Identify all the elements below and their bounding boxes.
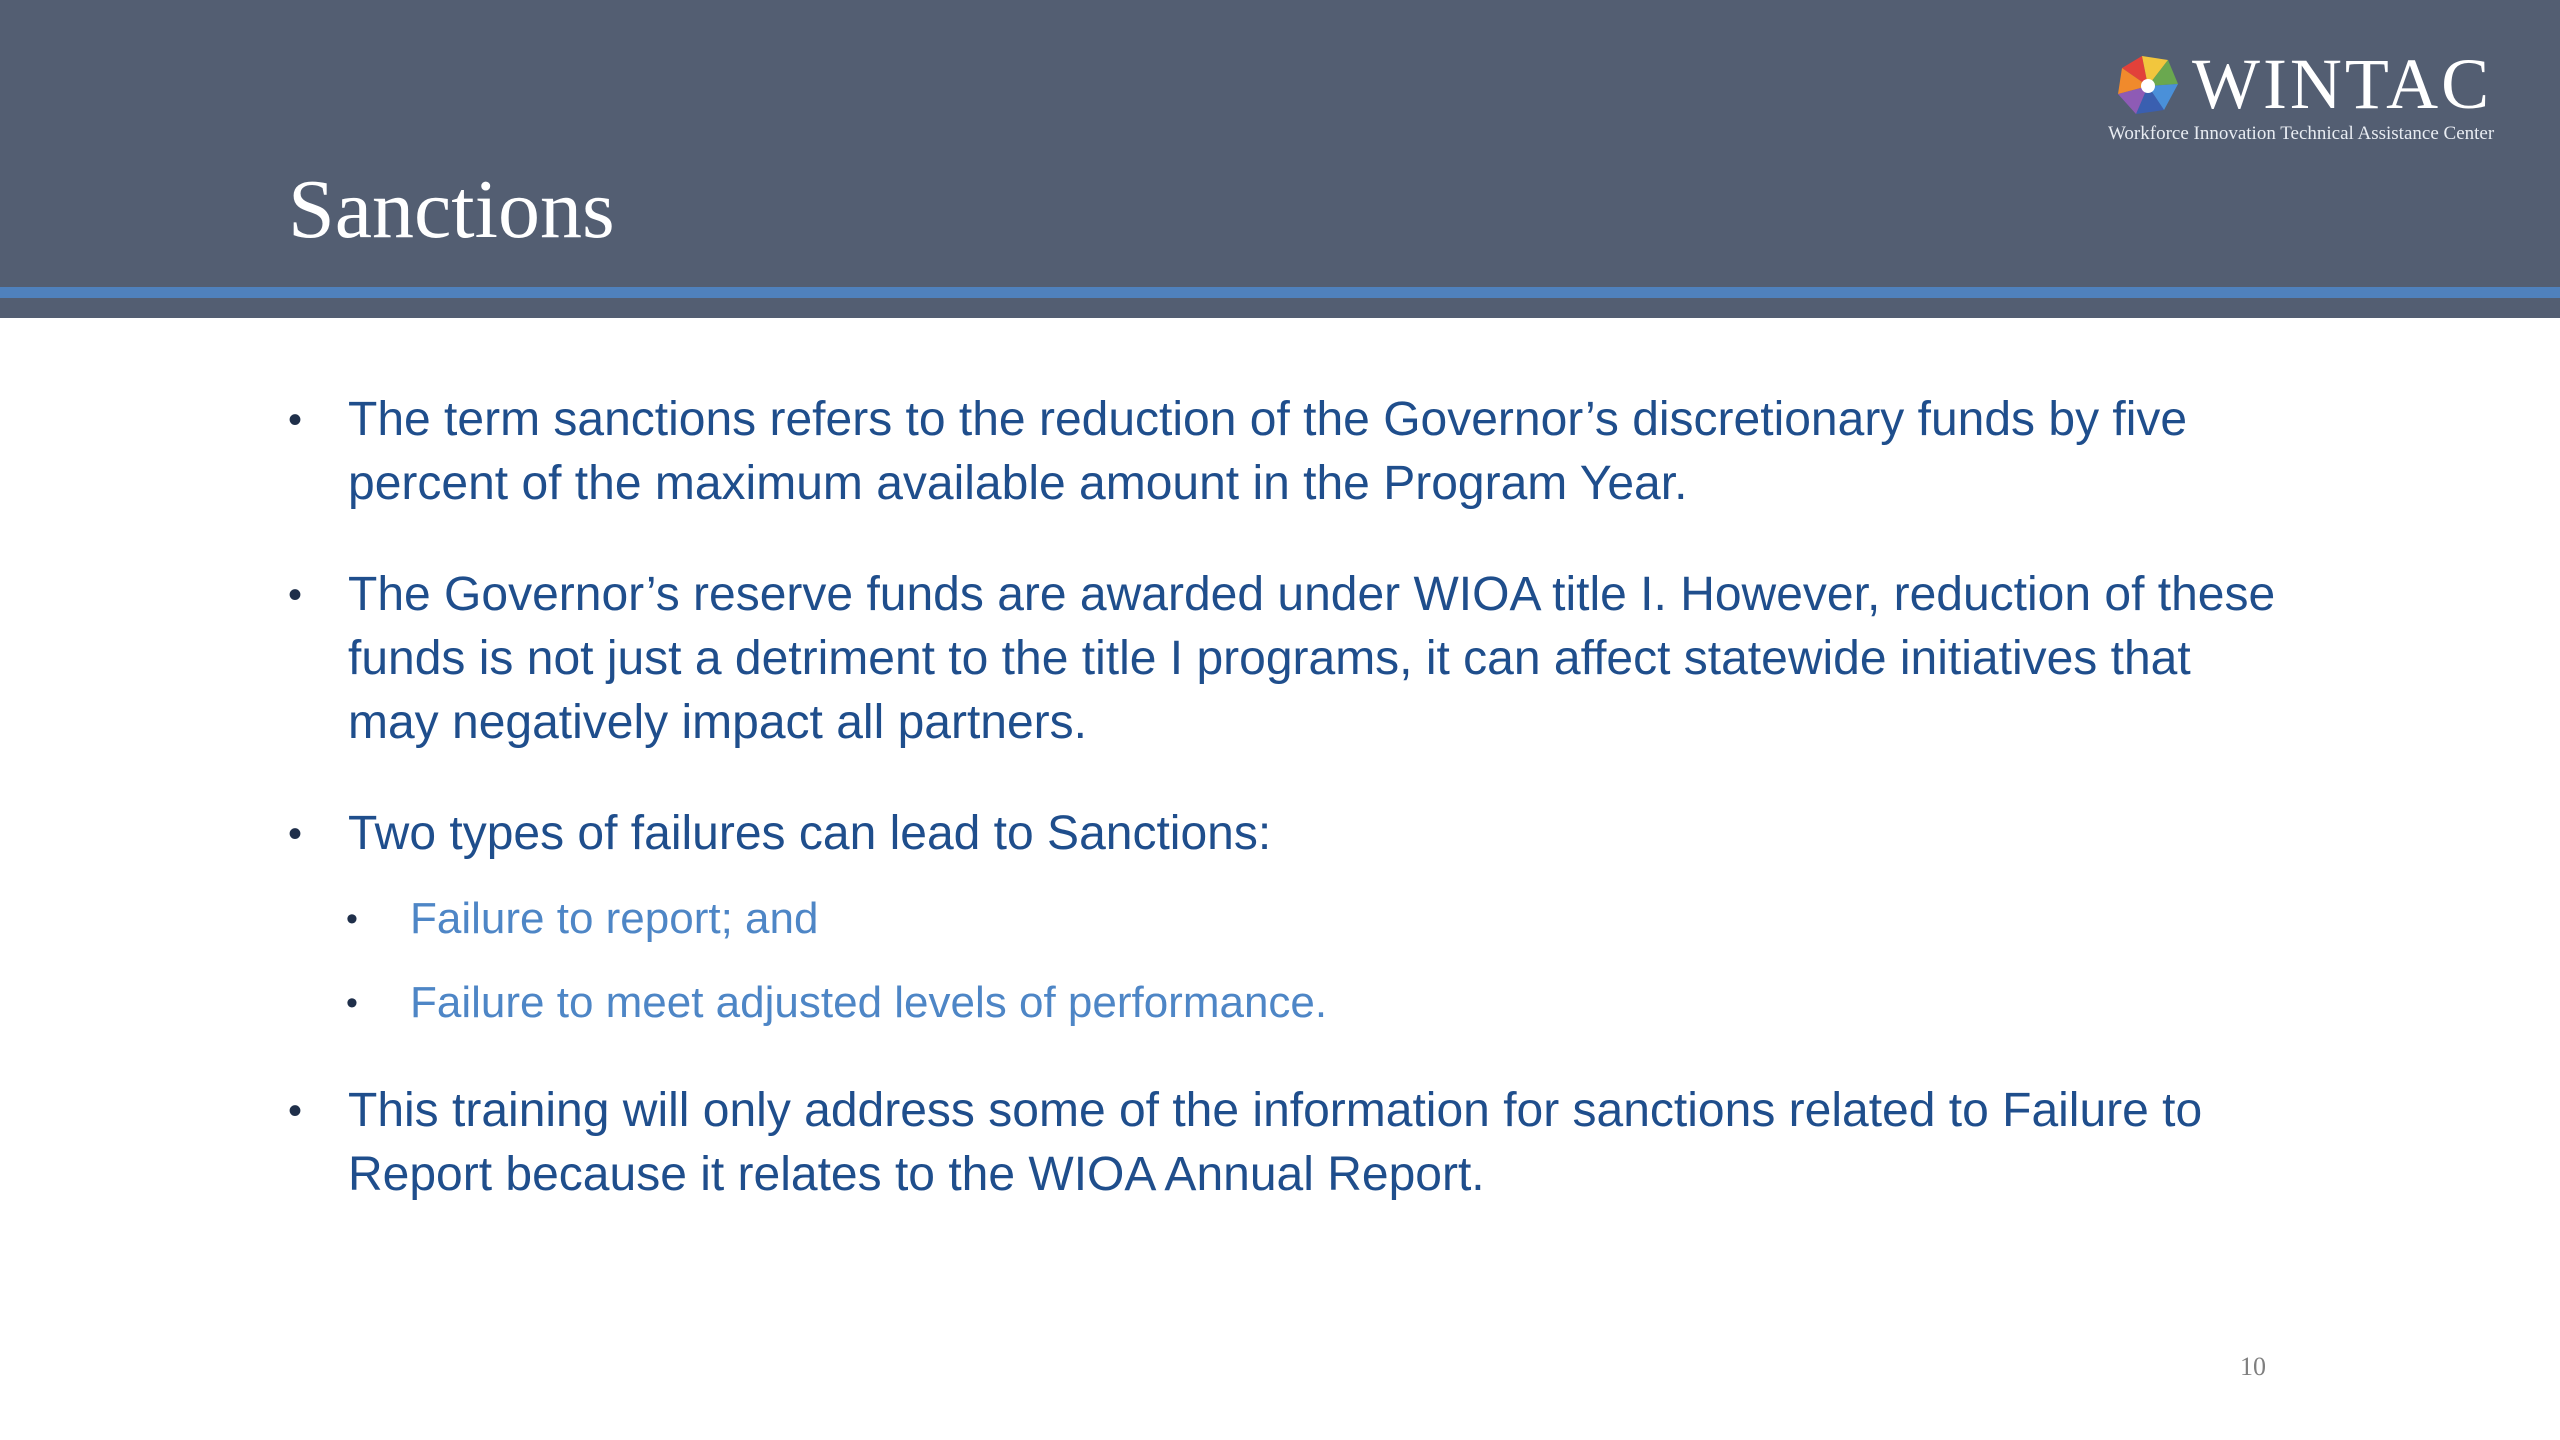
- bullet-item: [288, 563, 2288, 755]
- wintac-logo: [2108, 44, 2528, 148]
- banner-bottom-band: [0, 298, 2560, 318]
- bullet-item: [288, 802, 2288, 1032]
- bullet-item: [288, 388, 2288, 516]
- sub-bullet-list: [348, 890, 2288, 1032]
- logo-tagline: Workforce Innovation Technical Assistance Center: [2108, 123, 2495, 144]
- sub-bullet-text: Failure to report; and: [410, 894, 819, 943]
- bullet-text: The Governor’s reserve funds are awarded under WIOA title I. However, reduction of these funds is not just a detriment to the title I programs, it can affect statewide initiatives that may negatively impact all partners.: [348, 568, 2276, 749]
- bullet-text: Two types of failures can lead to Sanctions:: [348, 807, 1272, 860]
- bullet-text: The term sanctions refers to the reduction of the Governor’s discretionary funds by five percent of the maximum available amount in the Program Year.: [348, 393, 2188, 510]
- sub-bullet-item: [346, 974, 2288, 1032]
- bullet-list: [288, 388, 2288, 1254]
- bullet-text: This training will only address some of the information for sanctions related to Failure to Report because it relates to the WIOA Annual Report.: [348, 1084, 2203, 1201]
- page-number: 10: [2240, 1352, 2266, 1381]
- banner-accent-rule: [0, 287, 2560, 298]
- pinwheel-logo-icon: [2112, 50, 2184, 122]
- bullet-item: [288, 1079, 2288, 1207]
- sub-bullet-item: [346, 890, 2288, 948]
- sub-bullet-text: Failure to meet adjusted levels of performance.: [410, 978, 1328, 1027]
- logo-wordmark: WINTAC: [2192, 44, 2493, 124]
- slide-title: Sanctions: [288, 163, 615, 256]
